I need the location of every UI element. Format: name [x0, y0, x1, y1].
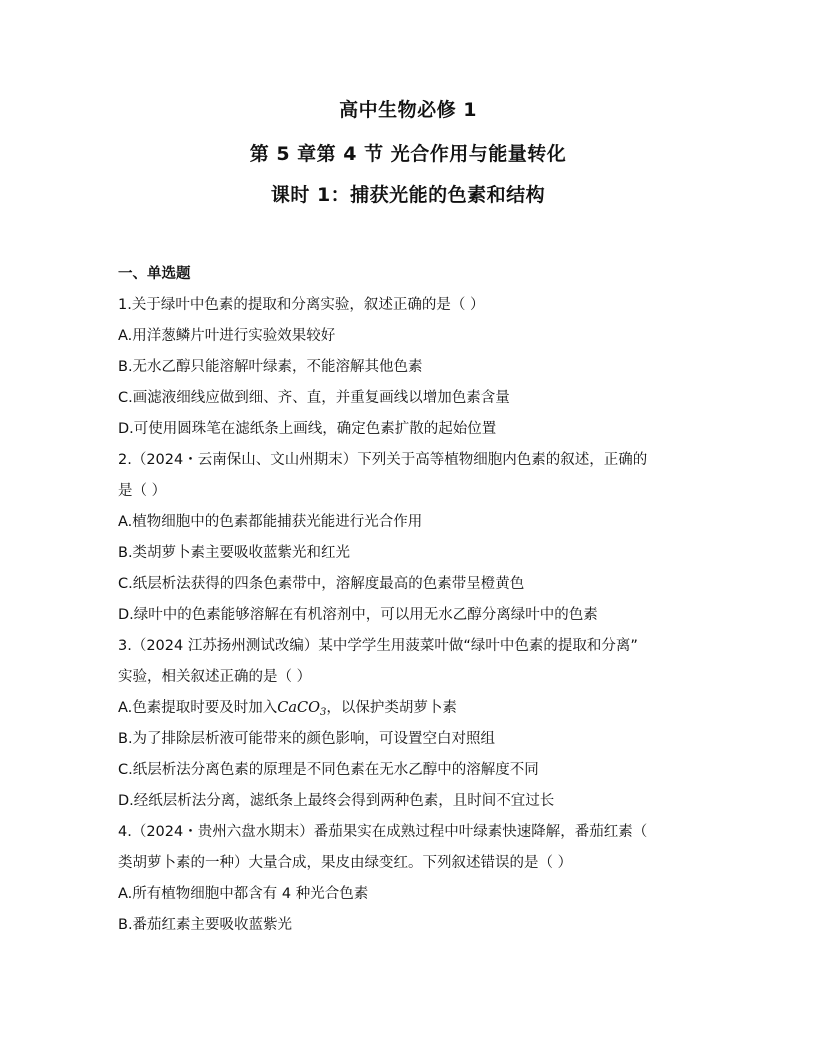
document-title-lesson: 课时 1：捕获光能的色素和结构: [270, 184, 546, 206]
question-2: [118, 445, 698, 631]
question-list: [118, 259, 698, 941]
formula-base: CaCO: [277, 700, 321, 716]
question-stem-continued: 是（ ）: [118, 483, 167, 499]
question-1: [118, 290, 698, 445]
option-b: B.类胡萝卜素主要吸收蓝紫光和红光: [118, 545, 351, 561]
option-d: D.经纸层析法分离，滤纸条上最终会得到两种色素，且时间不宜过长: [118, 793, 555, 809]
document-title-chapter: 第 5 章第 4 节 光合作用与能量转化: [249, 143, 567, 165]
question-stem: 1.关于绿叶中色素的提取和分离实验，叙述正确的是（ ）: [118, 297, 485, 313]
question-3: [118, 631, 698, 817]
option-a: A.用洋葱鳞片叶进行实验效果较好: [118, 328, 336, 344]
option-a: [118, 693, 698, 724]
option-c: C.画滤液细线应做到细、齐、直，并重复画线以增加色素含量: [118, 390, 510, 406]
question-stem: 2.（2024・云南保山、文山州期末）下列关于高等植物细胞内色素的叙述，正确的: [118, 452, 648, 468]
option-b: B.番茄红素主要吸收蓝紫光: [118, 917, 293, 933]
option-a-text: A.色素提取时要及时加入: [118, 700, 278, 716]
question-stem-continued: 实验，相关叙述正确的是（ ）: [118, 669, 312, 685]
question-stem-continued: 类胡萝卜素的一种）大量合成，果皮由绿变红。下列叙述错误的是（ ）: [118, 855, 573, 871]
question-4: [118, 817, 698, 941]
option-c: C.纸层析法获得的四条色素带中，溶解度最高的色素带呈橙黄色: [118, 576, 525, 592]
chemical-formula: [277, 700, 326, 716]
option-b: B.为了排除层析液可能带来的颜色影响，可设置空白对照组: [118, 731, 496, 747]
section-heading: 一、单选题: [118, 266, 191, 282]
document-title-course: 高中生物必修 1: [339, 99, 477, 121]
question-stem: 4.（2024・贵州六盘水期末）番茄果实在成熟过程中叶绿素快速降解，番茄红素（: [118, 824, 648, 840]
option-d: D.绿叶中的色素能够溶解在有机溶剂中，可以用无水乙醇分离绿叶中的色素: [118, 607, 598, 623]
option-a-tail: ，以保护类胡萝卜素: [326, 700, 457, 716]
option-c: C.纸层析法分离色素的原理是不同色素在无水乙醇中的溶解度不同: [118, 762, 539, 778]
option-a: A.植物细胞中的色素都能捕获光能进行光合作用: [118, 514, 423, 530]
option-b: B.无水乙醇只能溶解叶绿素，不能溶解其他色素: [118, 359, 423, 375]
option-a: A.所有植物细胞中都含有 4 种光合色素: [118, 886, 369, 902]
option-d: D.可使用圆珠笔在滤纸条上画线，确定色素扩散的起始位置: [118, 421, 497, 437]
question-stem: 3.（2024 江苏扬州测试改编）某中学学生用菠菜叶做“绿叶中色素的提取和分离”: [118, 638, 638, 654]
formula-subscript: 3: [320, 707, 327, 718]
